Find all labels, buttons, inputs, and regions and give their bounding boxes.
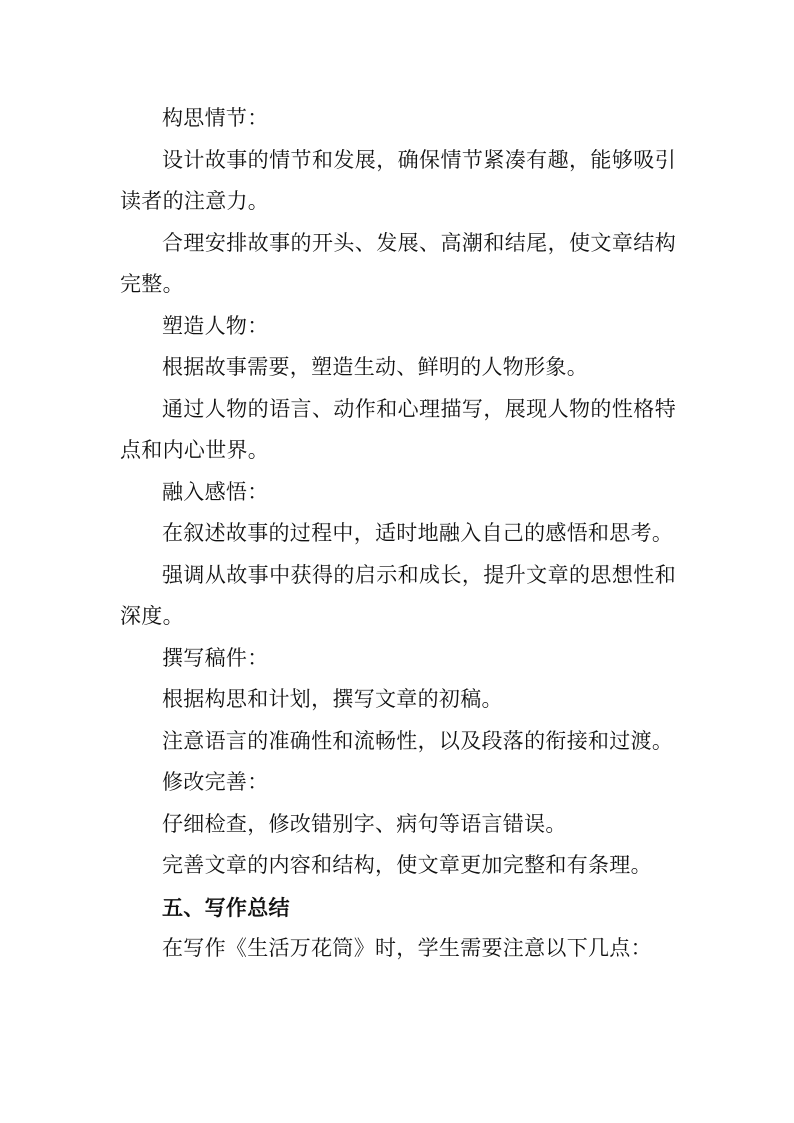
- paragraph: 修改完善：: [162, 770, 269, 794]
- paragraph: 构思情节：: [162, 106, 269, 130]
- paragraph: 完善文章的内容和结构，使文章更加完整和有条理。: [162, 853, 652, 877]
- paragraph: 在叙述故事的过程中，适时地融入自己的感悟和思考。: [162, 521, 674, 545]
- section-heading: 五、写作总结: [162, 894, 290, 920]
- paragraph: 根据构思和计划，撰写文章的初稿。: [162, 687, 503, 711]
- paragraph: 合理安排故事的开头、发展、高潮和结尾，使文章结构完整。: [120, 230, 676, 296]
- paragraph: 撰写稿件：: [162, 645, 269, 670]
- paragraph: 塑造人物：: [162, 313, 269, 338]
- paragraph: 在写作《生活万花筒》时，学生需要注意以下几点：: [162, 936, 652, 960]
- document-body: [120, 98, 676, 970]
- paragraph: 通过人物的语言、动作和心理描写，展现人物的性格特点和内心世界。: [120, 396, 676, 462]
- paragraph: 强调从故事中获得的启示和成长，提升文章的思想性和深度。: [120, 562, 676, 628]
- paragraph: 注意语言的准确性和流畅性，以及段落的衔接和过渡。: [162, 728, 674, 753]
- paragraph: 融入感悟：: [162, 479, 269, 504]
- paragraph: 仔细检查，修改错别字、病句等语言错误。: [162, 811, 567, 836]
- paragraph: 设计故事的情节和发展，确保情节紧凑有趣，能够吸引读者的注意力。: [120, 147, 676, 213]
- paragraph: 根据故事需要，塑造生动、鲜明的人物形象。: [162, 355, 588, 379]
